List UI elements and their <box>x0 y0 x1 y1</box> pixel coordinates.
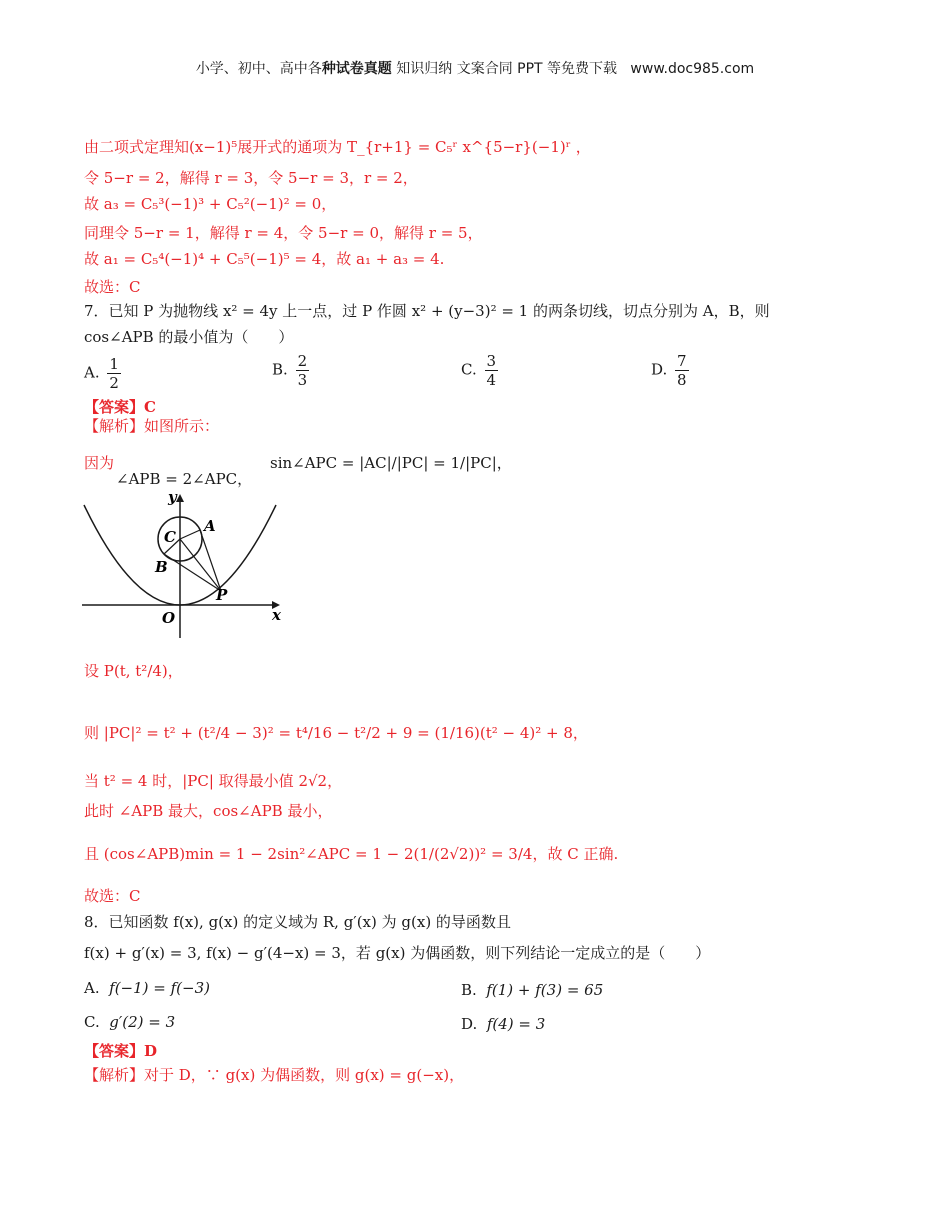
q7-option-c-fraction: $\frac{3}{4}$ <box>486 352 497 389</box>
q8-option-a[interactable]: A. f(−1) = f(−3) <box>84 979 210 997</box>
q7-because: 因为 <box>84 454 115 472</box>
label-b: B <box>155 558 168 576</box>
site-url[interactable]: www.doc985.com <box>630 61 755 77</box>
sol6-choice: 故选：C <box>84 278 141 296</box>
q7-option-d[interactable]: D. $\frac{7}{8}$ <box>651 352 687 389</box>
label-p: P <box>216 586 228 604</box>
q7-sin-formula: sin∠APC = |AC|/|PC| = 1/|PC|， <box>270 454 512 472</box>
label-x: x <box>272 606 281 624</box>
sol6-line-3: 故 a₃ = C₅³(−1)³ + C₅²(−1)² = 0， <box>84 195 337 213</box>
q8-analysis: 【解析】对于 D，∵ g(x) 为偶函数，则 g(x) = g(−x)， <box>84 1066 465 1084</box>
label-a: A <box>204 517 216 535</box>
q7-analysis-heading: 【解析】如图所示： <box>84 417 220 435</box>
sol6-line-1: 由二项式定理知(x−1)⁵展开式的通项为 T_{r+1} = C₅ʳ x^{5−r}(−1)ʳ ， <box>84 138 591 156</box>
q7-stem-line-2: cos∠APB 的最小值为（ ） <box>84 328 294 346</box>
q7-option-a-fraction: $\frac{1}{2}$ <box>109 355 119 392</box>
q7-set-p: 设 P(t, t²/4)， <box>84 662 183 680</box>
sol6-line-5: 故 a₁ = C₅⁴(−1)⁴ + C₅⁵(−1)⁵ = 4，故 a₁ + a₃ = 4. <box>84 250 445 268</box>
q7-angle-relation: ∠APB = 2∠APC， <box>116 470 253 488</box>
q7-option-b-fraction: $\frac{2}{3}$ <box>297 352 308 389</box>
q8-answer: 【答案】D <box>84 1042 158 1060</box>
parabola-circle-figure <box>80 490 290 640</box>
q7-option-d-fraction: $\frac{7}{8}$ <box>677 352 687 389</box>
segment-pa <box>200 530 221 591</box>
label-c: C <box>164 528 176 546</box>
sol6-line-2: 令 5−r = 2，解得 r = 3，令 5−r = 3，r = 2， <box>84 169 418 187</box>
q8-option-d[interactable]: D. f(4) = 3 <box>461 1015 546 1033</box>
q7-max-angle: 此时 ∠APB 最大，cos∠APB 最小， <box>84 802 333 820</box>
site-banner: 小学、初中、高中各种试卷真题 知识归纳 文案合同 PPT 等免费下载 www.doc985.com <box>195 61 755 77</box>
q7-option-c[interactable]: C. $\frac{3}{4}$ <box>461 352 497 389</box>
segment-pb <box>164 554 221 591</box>
q7-answer: 【答案】C <box>84 398 156 416</box>
q7-stem-line-1: 7．已知 P 为抛物线 x² = 4y 上一点，过 P 作圆 x² + (y−3)² = 1 的两条切线，切点分别为 A，B，则 <box>84 302 770 320</box>
q8-stem-line-1: 8．已知函数 f(x), g(x) 的定义域为 R, g′(x) 为 g(x) 的导函数且 <box>84 913 511 931</box>
q8-option-b[interactable]: B. f(1) + f(3) = 65 <box>461 981 604 999</box>
q7-choice: 故选：C <box>84 887 141 905</box>
q8-stem-line-2: f(x) + g′(x) = 3, f(x) − g′(4−x) = 3，若 g(x) 为偶函数，则下列结论一定成立的是（ ） <box>84 944 711 962</box>
segment-ca <box>180 530 200 539</box>
q7-minimum: 当 t² = 4 时，|PC| 取得最小值 2√2， <box>84 772 343 790</box>
sol6-line-4: 同理令 5−r = 1，解得 r = 4，令 5−r = 0，解得 r = 5， <box>84 224 483 242</box>
label-o: O <box>162 609 176 627</box>
label-y: y <box>168 490 177 506</box>
q7-option-b[interactable]: B. $\frac{2}{3}$ <box>272 352 308 389</box>
q7-final: 且 (cos∠APB)min = 1 − 2sin²∠APC = 1 − 2(1/(2√2))² = 3/4，故 C 正确. <box>84 845 619 863</box>
q7-option-a[interactable]: A. $\frac{1}{2}$ <box>84 355 119 392</box>
y-axis-arrow <box>176 494 184 502</box>
q7-pc-squared: 则 |PC|² = t² + (t²/4 − 3)² = t⁴/16 − t²/2 + 9 = (1/16)(t² − 4)² + 8， <box>84 724 588 742</box>
q8-option-c[interactable]: C. g′(2) = 3 <box>84 1013 176 1031</box>
